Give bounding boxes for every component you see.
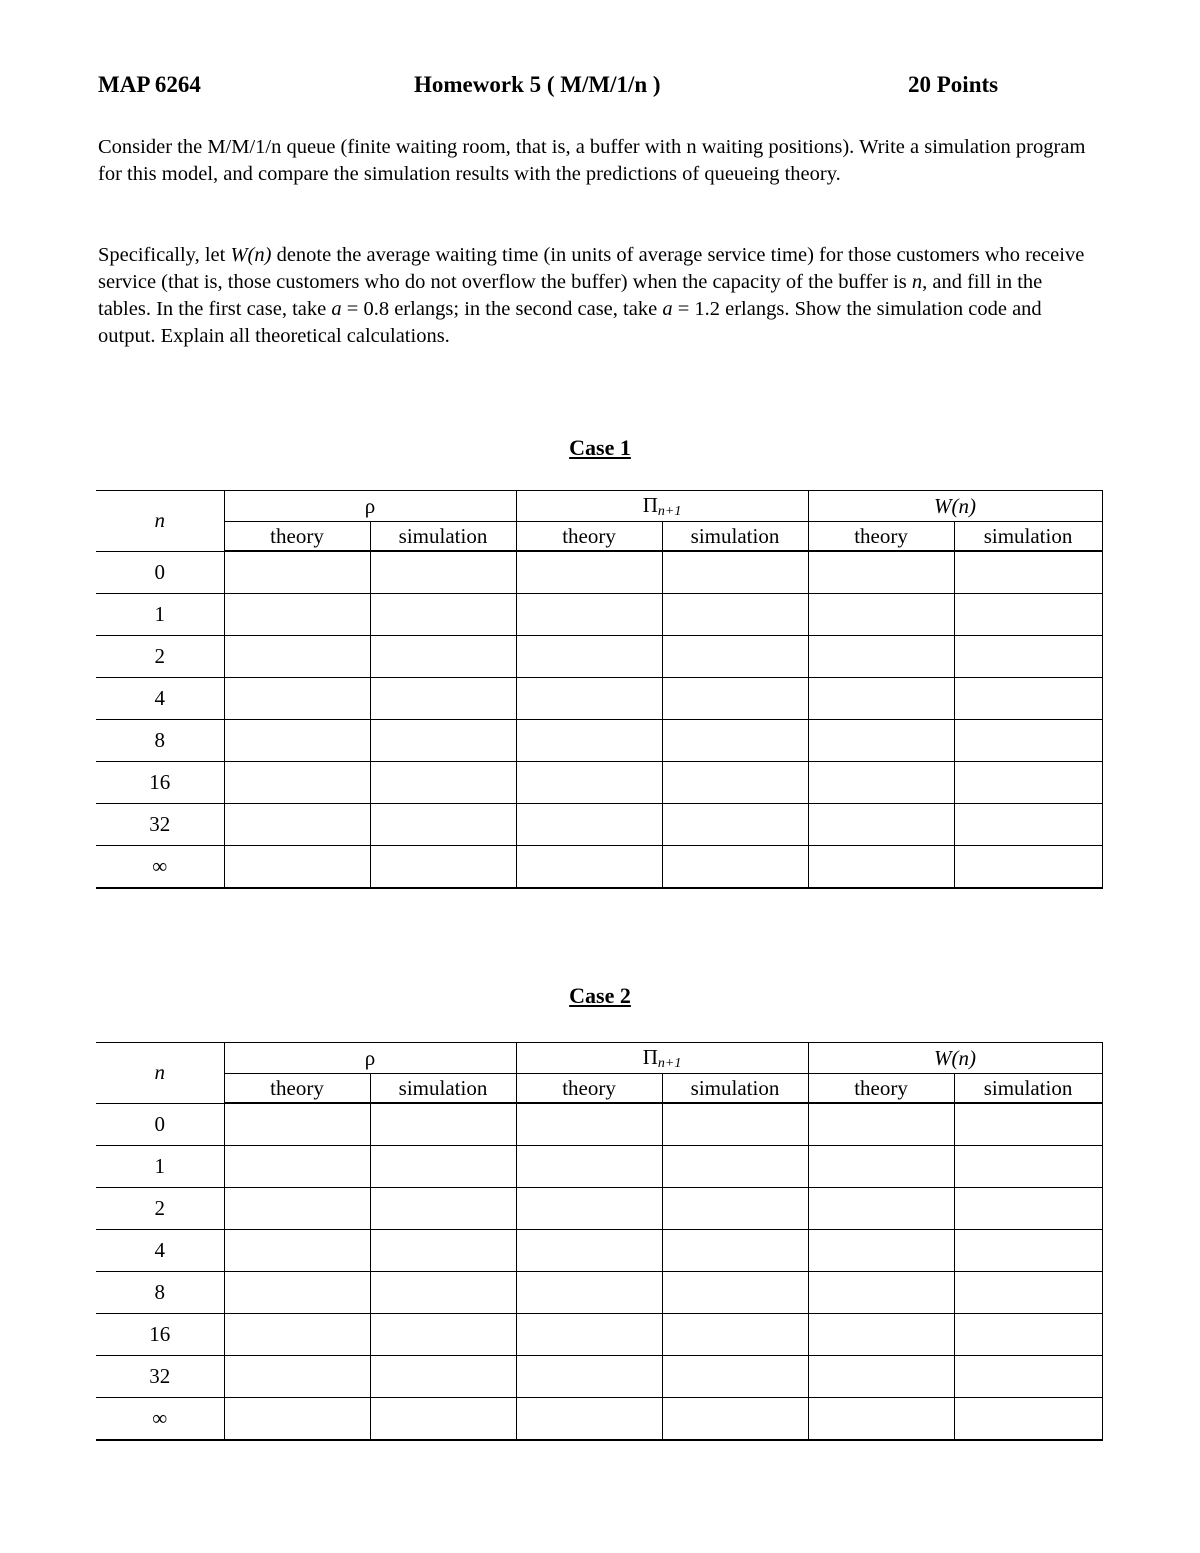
simulation-answer-cell[interactable] xyxy=(662,678,808,720)
simulation-answer-cell[interactable] xyxy=(370,1314,516,1356)
simulation-answer-cell[interactable] xyxy=(662,846,808,889)
theory-answer-cell[interactable] xyxy=(224,1272,370,1314)
theory-answer-cell[interactable] xyxy=(224,720,370,762)
simulation-answer-cell[interactable] xyxy=(954,804,1102,846)
table-row xyxy=(96,1230,1102,1272)
simulation-answer-cell[interactable] xyxy=(954,1103,1102,1146)
simulation-answer-cell[interactable] xyxy=(662,1314,808,1356)
case-1-title: Case 1 xyxy=(569,435,631,460)
simulation-answer-cell[interactable] xyxy=(370,678,516,720)
table-row xyxy=(96,720,1102,762)
table-row xyxy=(96,1356,1102,1398)
theory-answer-cell[interactable] xyxy=(516,636,662,678)
table-row xyxy=(96,762,1102,804)
theory-answer-cell[interactable] xyxy=(808,1146,954,1188)
theory-answer-cell[interactable] xyxy=(224,846,370,889)
theory-answer-cell[interactable] xyxy=(516,1146,662,1188)
simulation-answer-cell[interactable] xyxy=(954,1230,1102,1272)
simulation-answer-cell[interactable] xyxy=(662,636,808,678)
table-row xyxy=(96,551,1102,594)
text-fragment: = 0.8 erlangs; in the second case, take xyxy=(341,298,663,320)
course-code: MAP 6264 xyxy=(98,72,201,97)
theory-answer-cell[interactable] xyxy=(808,1356,954,1398)
theory-header: theory xyxy=(224,522,370,552)
simulation-answer-cell[interactable] xyxy=(662,1272,808,1314)
table-row xyxy=(96,804,1102,846)
rho-group-header: ρ xyxy=(224,1043,516,1074)
simulation-header: simulation xyxy=(954,522,1102,552)
pi-group-header xyxy=(516,491,808,522)
simulation-answer-cell[interactable] xyxy=(662,804,808,846)
theory-answer-cell[interactable] xyxy=(516,678,662,720)
simulation-answer-cell[interactable] xyxy=(954,762,1102,804)
n-value-cell: 2 xyxy=(96,636,224,678)
table-row xyxy=(96,1188,1102,1230)
theory-answer-cell[interactable] xyxy=(808,1314,954,1356)
theory-header: theory xyxy=(516,1074,662,1104)
theory-answer-cell[interactable] xyxy=(516,1230,662,1272)
theory-answer-cell[interactable] xyxy=(808,846,954,889)
table-row xyxy=(96,636,1102,678)
n-value-cell: 1 xyxy=(96,1146,224,1188)
theory-answer-cell[interactable] xyxy=(808,1230,954,1272)
pi-symbol: Π xyxy=(642,1044,658,1069)
simulation-answer-cell[interactable] xyxy=(954,1314,1102,1356)
homework-title: Homework 5 ( M/M/1/n ) xyxy=(414,72,661,97)
simulation-answer-cell[interactable] xyxy=(370,1146,516,1188)
table-row xyxy=(96,846,1102,889)
theory-header: theory xyxy=(808,1074,954,1104)
points-value: 20 Points xyxy=(908,72,999,97)
simulation-answer-cell[interactable] xyxy=(662,1188,808,1230)
simulation-answer-cell[interactable] xyxy=(662,1146,808,1188)
n-value-cell: 32 xyxy=(96,804,224,846)
pi-symbol: Π xyxy=(642,492,658,517)
simulation-answer-cell[interactable] xyxy=(662,720,808,762)
theory-answer-cell[interactable] xyxy=(516,1398,662,1441)
simulation-answer-cell[interactable] xyxy=(370,636,516,678)
n-value-cell: 16 xyxy=(96,762,224,804)
theory-answer-cell[interactable] xyxy=(516,720,662,762)
n-value-cell: 0 xyxy=(96,1103,224,1146)
pi-group-header xyxy=(516,1043,808,1074)
table-group-header-row xyxy=(96,1043,1102,1074)
simulation-header: simulation xyxy=(370,1074,516,1104)
simulation-header: simulation xyxy=(370,522,516,552)
table-row xyxy=(96,678,1102,720)
theory-answer-cell[interactable] xyxy=(224,1230,370,1272)
table-subheader-row xyxy=(96,522,1102,552)
theory-answer-cell[interactable] xyxy=(516,1188,662,1230)
theory-answer-cell[interactable] xyxy=(224,1314,370,1356)
simulation-answer-cell[interactable] xyxy=(954,1146,1102,1188)
theory-answer-cell[interactable] xyxy=(224,762,370,804)
simulation-answer-cell[interactable] xyxy=(370,720,516,762)
theory-answer-cell[interactable] xyxy=(224,1103,370,1146)
simulation-answer-cell[interactable] xyxy=(954,594,1102,636)
table-row xyxy=(96,1146,1102,1188)
simulation-answer-cell[interactable] xyxy=(954,1188,1102,1230)
pi-subscript: n+1 xyxy=(657,503,682,519)
math-w-n: W(n) xyxy=(230,244,272,266)
theory-answer-cell[interactable] xyxy=(224,594,370,636)
table-row xyxy=(96,1398,1102,1441)
theory-answer-cell[interactable] xyxy=(224,551,370,594)
case-1-table xyxy=(96,490,1103,889)
simulation-answer-cell[interactable] xyxy=(370,1230,516,1272)
math-n: n xyxy=(911,271,923,293)
n-value-cell: 2 xyxy=(96,1188,224,1230)
simulation-answer-cell[interactable] xyxy=(370,594,516,636)
case-2-table xyxy=(96,1042,1103,1441)
theory-answer-cell[interactable] xyxy=(516,551,662,594)
theory-answer-cell[interactable] xyxy=(516,1103,662,1146)
theory-header: theory xyxy=(808,522,954,552)
theory-answer-cell[interactable] xyxy=(224,678,370,720)
theory-answer-cell[interactable] xyxy=(516,804,662,846)
theory-answer-cell[interactable] xyxy=(808,804,954,846)
simulation-answer-cell[interactable] xyxy=(954,720,1102,762)
n-value-cell: 8 xyxy=(96,1272,224,1314)
simulation-answer-cell[interactable] xyxy=(370,1398,516,1441)
n-column-header: n xyxy=(96,1043,224,1104)
case-2-rows xyxy=(96,1103,1102,1440)
theory-answer-cell[interactable] xyxy=(224,1398,370,1441)
table-subheader-row xyxy=(96,1074,1102,1104)
pi-subscript: n+1 xyxy=(657,1055,682,1071)
theory-answer-cell[interactable] xyxy=(224,636,370,678)
table-group-header-row xyxy=(96,491,1102,522)
simulation-answer-cell[interactable] xyxy=(954,678,1102,720)
header xyxy=(98,72,1098,106)
simulation-answer-cell[interactable] xyxy=(662,1356,808,1398)
theory-answer-cell[interactable] xyxy=(808,1398,954,1441)
theory-answer-cell[interactable] xyxy=(224,1146,370,1188)
simulation-answer-cell[interactable] xyxy=(370,846,516,889)
instructions-paragraph xyxy=(98,242,1098,350)
simulation-answer-cell[interactable] xyxy=(370,1103,516,1146)
math-a: a xyxy=(331,298,342,320)
theory-answer-cell[interactable] xyxy=(516,1314,662,1356)
theory-answer-cell[interactable] xyxy=(808,636,954,678)
simulation-answer-cell[interactable] xyxy=(370,1188,516,1230)
table-row xyxy=(96,1314,1102,1356)
theory-answer-cell[interactable] xyxy=(808,720,954,762)
simulation-answer-cell[interactable] xyxy=(662,551,808,594)
intro-paragraph: Consider the M/M/1/n queue (finite waiting room, that is, a buffer with n waiting positions). Write a simulation program for this model, and compare the simulation results with the predictions of queueing theory. xyxy=(98,136,1086,185)
theory-answer-cell[interactable] xyxy=(516,762,662,804)
simulation-answer-cell[interactable] xyxy=(662,594,808,636)
simulation-header: simulation xyxy=(662,1074,808,1104)
simulation-answer-cell[interactable] xyxy=(662,1230,808,1272)
theory-answer-cell[interactable] xyxy=(808,762,954,804)
n-value-cell: 0 xyxy=(96,551,224,594)
n-value-cell: 16 xyxy=(96,1314,224,1356)
text-fragment: , and fill in the tables. In the first case, take xyxy=(98,271,1043,320)
case-2-title: Case 2 xyxy=(569,983,631,1008)
table-row xyxy=(96,1103,1102,1146)
simulation-answer-cell[interactable] xyxy=(954,1398,1102,1441)
theory-answer-cell[interactable] xyxy=(808,1103,954,1146)
theory-answer-cell[interactable] xyxy=(808,594,954,636)
theory-answer-cell[interactable] xyxy=(516,846,662,889)
theory-answer-cell[interactable] xyxy=(224,804,370,846)
n-value-cell: 1 xyxy=(96,594,224,636)
simulation-header: simulation xyxy=(954,1074,1102,1104)
theory-answer-cell[interactable] xyxy=(224,1356,370,1398)
n-value-cell: ∞ xyxy=(96,846,224,889)
w-group-header: W(n) xyxy=(808,1043,1102,1074)
simulation-answer-cell[interactable] xyxy=(370,1356,516,1398)
theory-answer-cell[interactable] xyxy=(808,1188,954,1230)
theory-answer-cell[interactable] xyxy=(516,1356,662,1398)
theory-answer-cell[interactable] xyxy=(808,1272,954,1314)
theory-header: theory xyxy=(516,522,662,552)
n-value-cell: 4 xyxy=(96,678,224,720)
w-group-header: W(n) xyxy=(808,491,1102,522)
n-value-cell: 32 xyxy=(96,1356,224,1398)
rho-group-header: ρ xyxy=(224,491,516,522)
theory-answer-cell[interactable] xyxy=(224,1188,370,1230)
n-value-cell: 8 xyxy=(96,720,224,762)
simulation-answer-cell[interactable] xyxy=(954,846,1102,889)
math-a: a xyxy=(662,298,673,320)
simulation-header: simulation xyxy=(662,522,808,552)
n-value-cell: 4 xyxy=(96,1230,224,1272)
n-column-header: n xyxy=(96,491,224,552)
simulation-answer-cell[interactable] xyxy=(370,1272,516,1314)
simulation-answer-cell[interactable] xyxy=(954,636,1102,678)
theory-answer-cell[interactable] xyxy=(516,1272,662,1314)
simulation-answer-cell[interactable] xyxy=(370,804,516,846)
theory-answer-cell[interactable] xyxy=(516,594,662,636)
simulation-answer-cell[interactable] xyxy=(370,762,516,804)
theory-header: theory xyxy=(224,1074,370,1104)
theory-answer-cell[interactable] xyxy=(808,678,954,720)
simulation-answer-cell[interactable] xyxy=(662,1398,808,1441)
table-row xyxy=(96,1272,1102,1314)
simulation-answer-cell[interactable] xyxy=(370,551,516,594)
text-fragment: = 1.2 erlangs. Show the simulation code and output. Explain all theoretical calculations. xyxy=(98,298,1042,347)
simulation-answer-cell[interactable] xyxy=(954,1356,1102,1398)
simulation-answer-cell[interactable] xyxy=(662,762,808,804)
case-1-rows xyxy=(96,551,1102,888)
simulation-answer-cell[interactable] xyxy=(662,1103,808,1146)
text-fragment: Specifically, let xyxy=(98,244,231,266)
text-fragment: denote the average waiting time (in units of average service time) for those customers who receive service (that is, those customers who do not overflow the buffer) when the capacity of the buffer is xyxy=(98,244,1085,293)
simulation-answer-cell[interactable] xyxy=(954,551,1102,594)
table-row xyxy=(96,594,1102,636)
theory-answer-cell[interactable] xyxy=(808,551,954,594)
n-value-cell: ∞ xyxy=(96,1398,224,1441)
simulation-answer-cell[interactable] xyxy=(954,1272,1102,1314)
